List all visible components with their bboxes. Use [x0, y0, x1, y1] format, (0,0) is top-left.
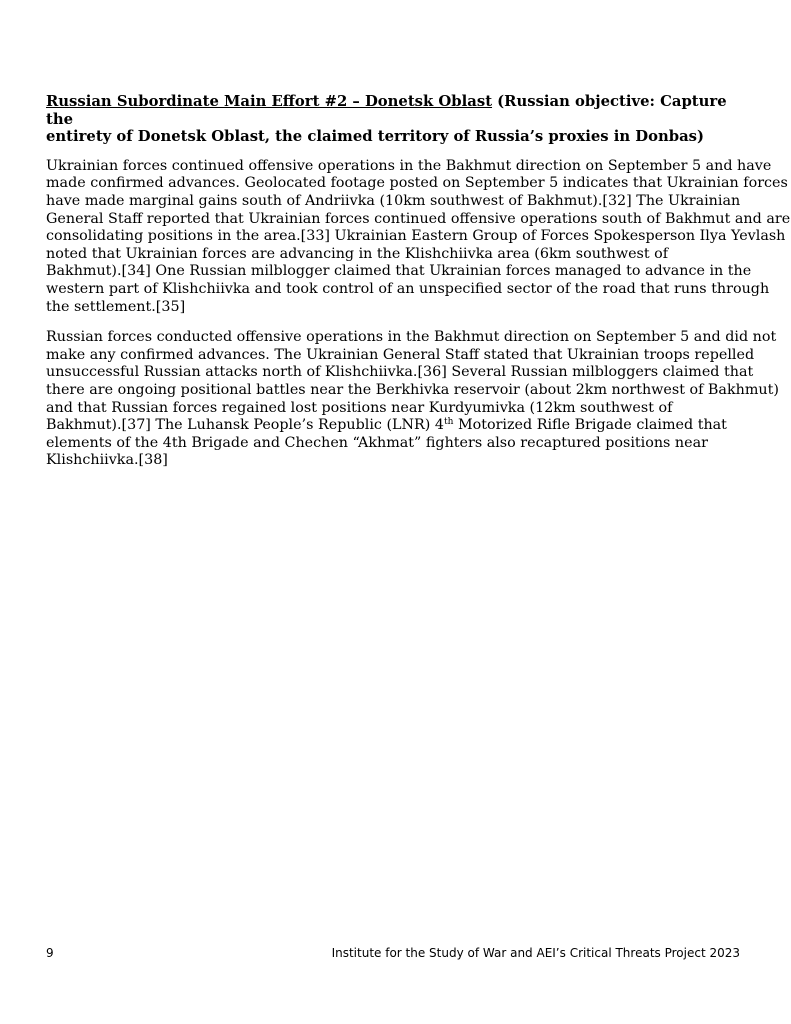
paragraph-line: Russian forces conducted offensive operations in the Bakhmut direction on September 5 and did not — [46, 329, 777, 346]
section-heading — [46, 93, 746, 146]
paragraph-line: Klishchiivka.[38] — [46, 452, 168, 469]
paragraph-ukrainian-operations — [46, 157, 791, 316]
paragraph-russian-operations — [46, 329, 779, 470]
paragraph-line-with-superscript — [46, 417, 746, 435]
paragraph-line: noted that Ukrainian forces are advancing in the Klishchiivka area (6km southwest of — [46, 245, 669, 262]
paragraph-line-text: Bakhmut).[37] The Luhansk People’s Republic (LNR) 4 — [46, 417, 445, 434]
section-heading-objective: (Russian objective: Capture the — [46, 93, 727, 128]
paragraph-line: western part of Klishchiivka and took control of an unspecified sector of the road that runs through — [46, 280, 770, 297]
paragraph-line: unsuccessful Russian attacks north of Klishchiivka.[36] Several Russian milbloggers claimed that — [46, 364, 754, 381]
paragraph-line: the settlement.[35] — [46, 298, 186, 315]
section-heading-link[interactable]: Russian Subordinate Main Effort #2 – Donetsk Oblast — [46, 93, 493, 110]
section-heading-objective-continued: entirety of Donetsk Oblast, the claimed territory of Russia’s proxies in Donbas) — [46, 128, 704, 146]
paragraph-line: made confirmed advances. Geolocated footage posted on September 5 indicates that Ukrainian forces — [46, 175, 788, 192]
footer-credit: Institute for the Study of War and AEI’s Critical Threats Project 2023 — [331, 946, 740, 960]
paragraph-line: have made marginal gains south of Andriivka (10km southwest of Bakhmut).[32] The Ukrainian — [46, 192, 741, 209]
paragraph-line: make any confirmed advances. The Ukrainian General Staff stated that Ukrainian troops repelled — [46, 346, 755, 363]
paragraph-line: Bakhmut).[34] One Russian milblogger claimed that Ukrainian forces managed to advance in the — [46, 263, 752, 280]
paragraph-line: consolidating positions in the area.[33] Ukrainian Eastern Group of Forces Spokesperson Ilya Yevlash — [46, 228, 786, 245]
page-number: 9 — [46, 946, 54, 960]
page-body — [46, 93, 791, 483]
paragraph-line: elements of the 4th Brigade and Chechen “Akhmat” fighters also recaptured positions near — [46, 434, 708, 451]
paragraph-line: Ukrainian forces continued offensive operations in the Bakhmut direction on September 5 and have — [46, 157, 772, 174]
paragraph-line: there are ongoing positional battles near the Berkhivka reservoir (about 2km northwest of Bakhmut) — [46, 381, 779, 398]
paragraph-line: General Staff reported that Ukrainian forces continued offensive operations south of Bakhmut and are — [46, 210, 791, 227]
ordinal-superscript: th — [444, 417, 454, 428]
paragraph-line-text: Motorized Rifle Brigade claimed that — [453, 417, 727, 434]
paragraph-line: and that Russian forces regained lost positions near Kurdyumivka (12km southwest of — [46, 399, 673, 416]
